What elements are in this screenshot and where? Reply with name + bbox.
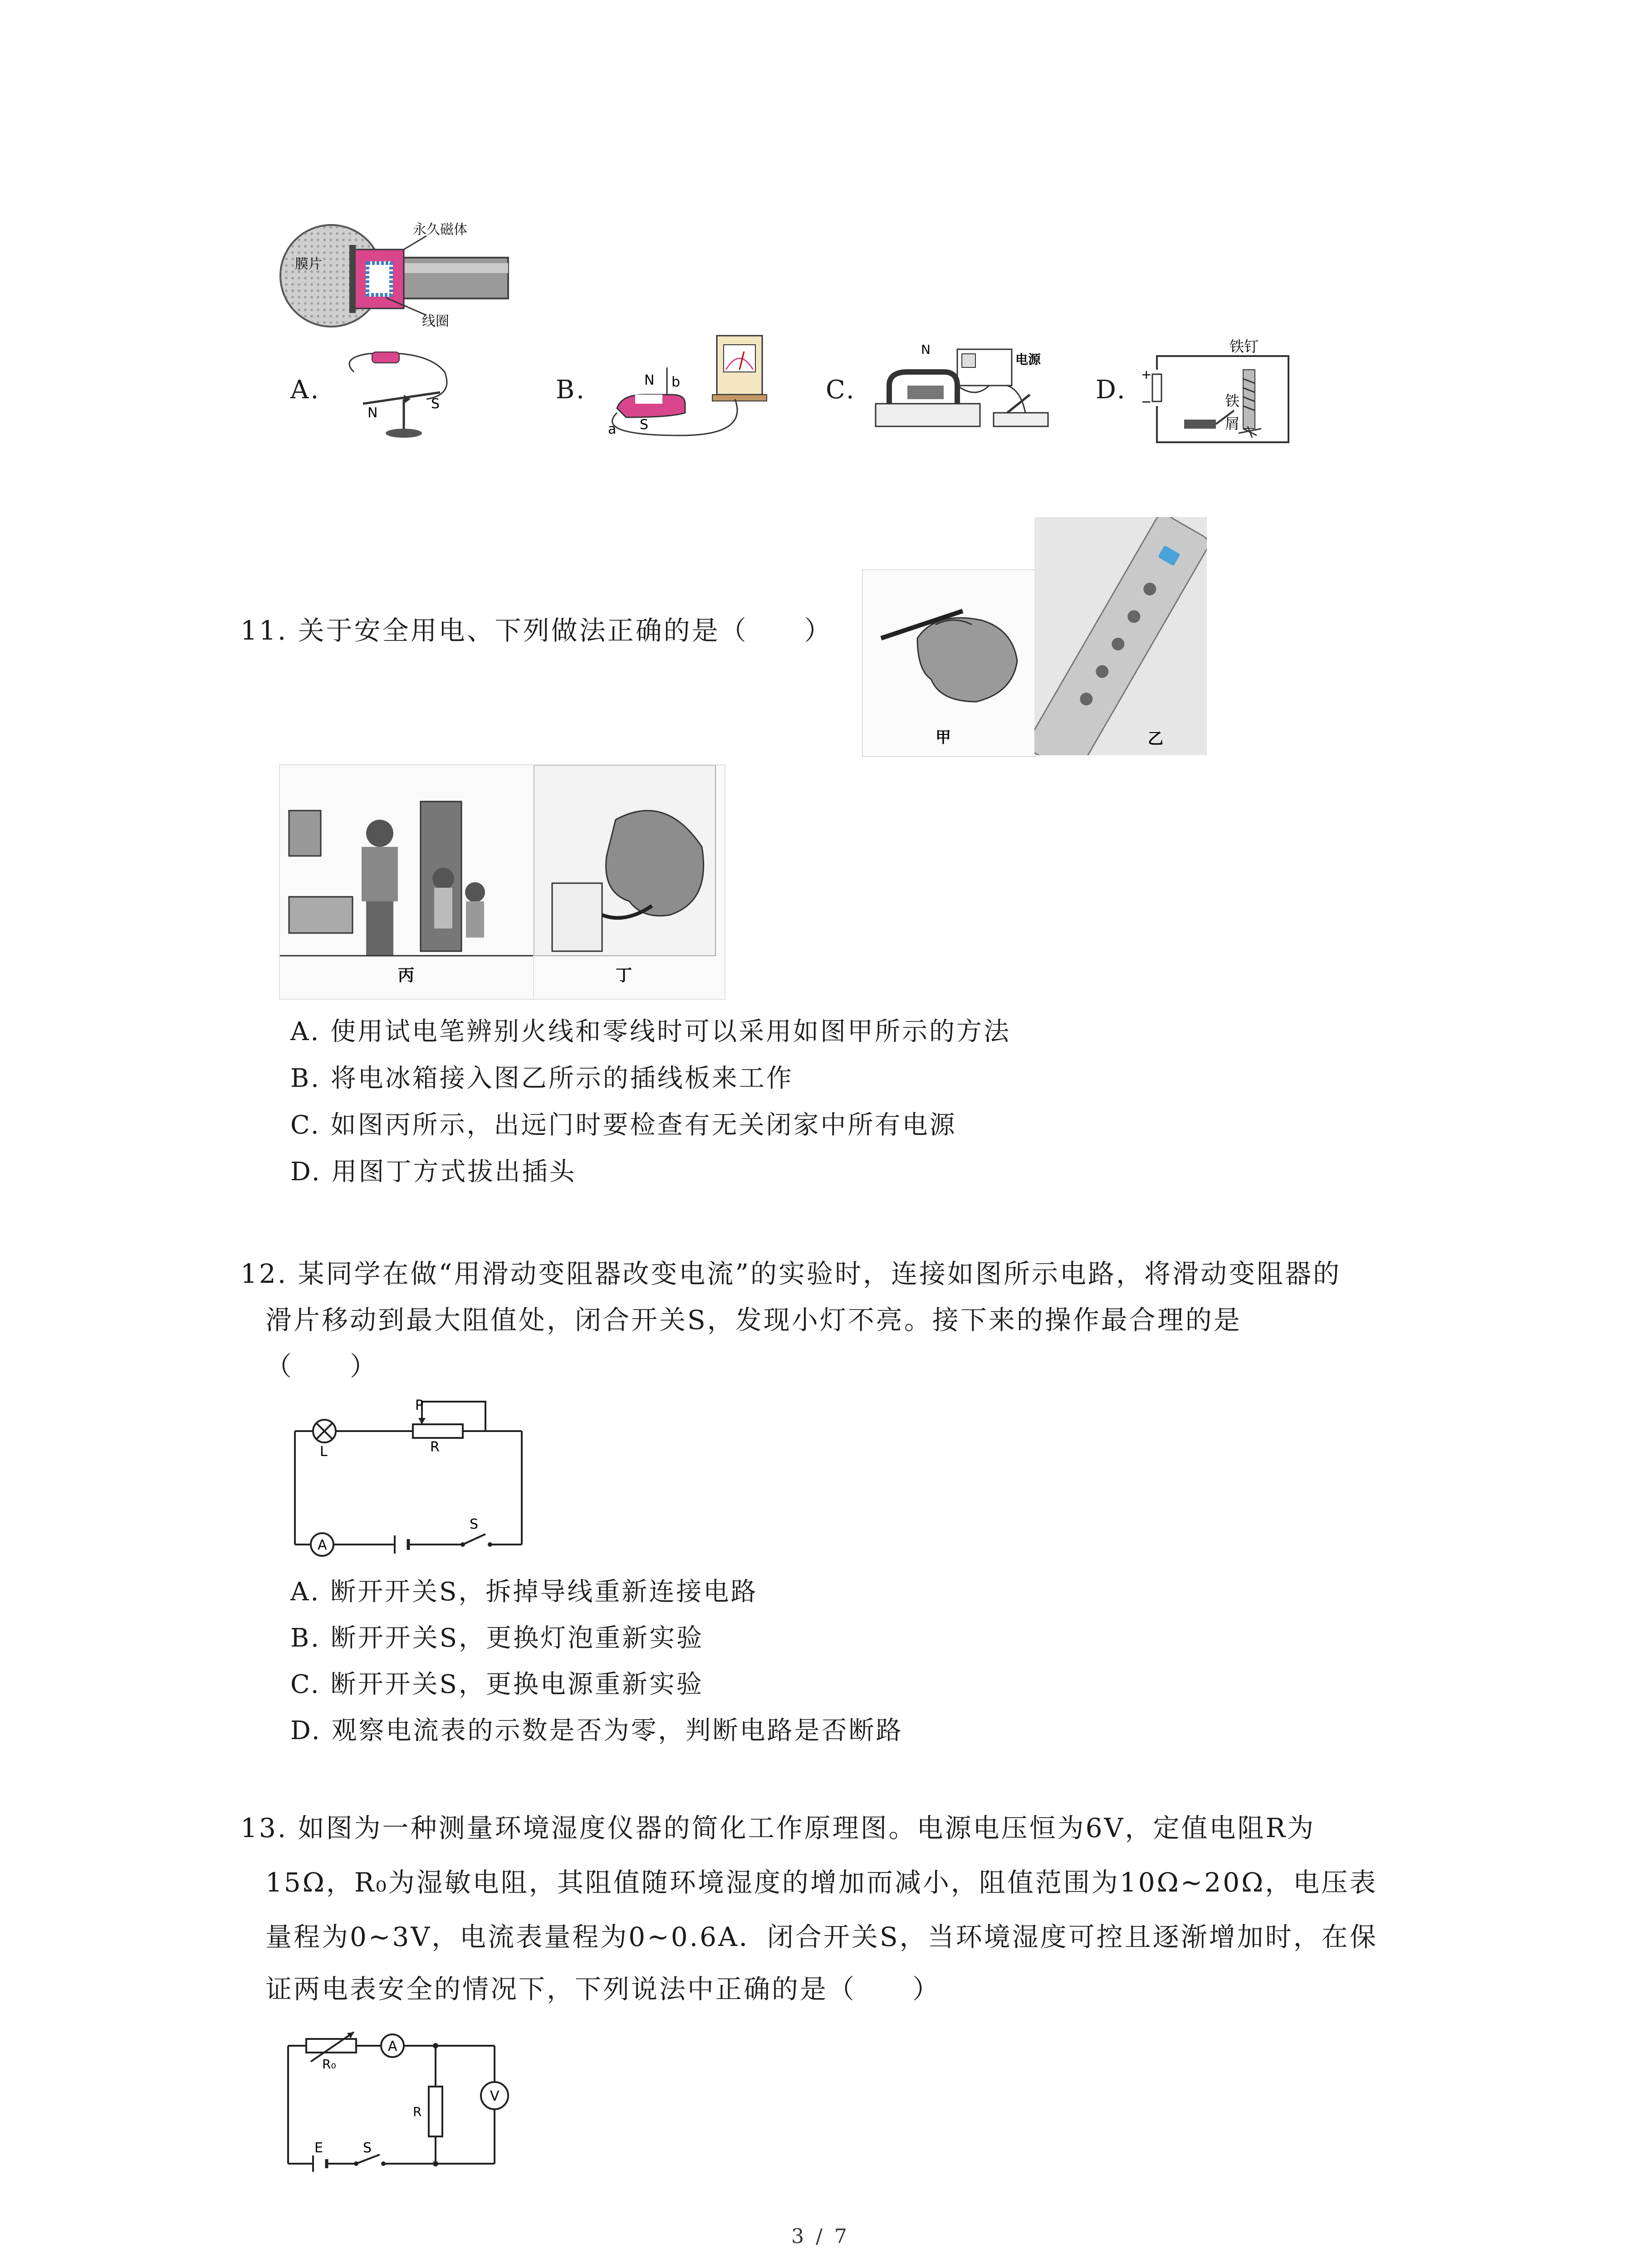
- q11-option-c[interactable]: C. 如图丙所示，出远门时要检查有无关闭家中所有电源: [290, 1110, 957, 1140]
- mic-label-coil: 线圈: [422, 313, 449, 329]
- q12-stem-line2: 滑片移动到最大阻值处，闭合开关S，发现小灯不亮。接下来的操作最合理的是: [265, 1305, 1242, 1335]
- option-d-filings1-label: 铁: [1225, 392, 1240, 410]
- q12-option-b[interactable]: B. 断开开关S，更换灯泡重新实验: [290, 1623, 704, 1653]
- q12-slider-label: P: [415, 1398, 424, 1413]
- q11-option-d[interactable]: D. 用图丁方式拔出插头: [290, 1157, 577, 1187]
- q10-option-a-letter[interactable]: A.: [290, 375, 321, 405]
- q11-figure-yi: [1034, 517, 1207, 755]
- q11-figure-bing: [279, 764, 535, 1000]
- q13-source-label: E: [314, 2140, 323, 2156]
- q13-stem-line1: 13. 如图为一种测量环境湿度仪器的简化工作原理图。电源电压恒为6V，定值电阻R为: [240, 1813, 1316, 1843]
- fig-label-ding: 丁: [616, 966, 632, 985]
- q10-option-b-figure: [599, 327, 771, 449]
- q13-circuit: [279, 2019, 533, 2182]
- fig-label-yi: 乙: [1148, 730, 1163, 748]
- option-b-n-label: N: [644, 372, 655, 388]
- q10-option-a-figure: [336, 345, 490, 445]
- q12-option-c[interactable]: C. 断开开关S，更换电源重新实验: [290, 1670, 704, 1699]
- option-d-nail-label: 铁钉: [1230, 338, 1259, 355]
- q10-option-c-letter[interactable]: C.: [826, 375, 856, 405]
- q10-option-b-letter[interactable]: B.: [556, 375, 586, 405]
- option-d-minus-label: −: [1141, 394, 1152, 409]
- option-b-a-label: a: [608, 421, 617, 437]
- q12-option-a[interactable]: A. 断开开关S，拆掉导线重新连接电路: [290, 1577, 758, 1607]
- q12-ammeter-symbol: A: [318, 1537, 327, 1553]
- q13-r0-label: R₀: [322, 2057, 336, 2072]
- q11-figure-jia: [862, 569, 1036, 757]
- q13-stem-line4: 证两电表安全的情况下，下列说法中正确的是（ ）: [265, 1974, 941, 2004]
- option-b-s-label: S: [640, 417, 649, 433]
- q12-circuit: [286, 1388, 531, 1560]
- q10-option-d-letter[interactable]: D.: [1096, 375, 1127, 405]
- q13-stem-line3: 量程为0~3V，电流表量程为0~0.6A．闭合开关S，当环境湿度可控且逐渐增加时，在保: [265, 1921, 1378, 1952]
- option-c-n-label: N: [921, 342, 931, 357]
- q11-figure-ding: [533, 764, 725, 1000]
- q11-option-a[interactable]: A. 使用试电笔辨别火线和零线时可以采用如图甲所示的方法: [290, 1017, 1011, 1046]
- q11-stem: 11. 关于安全用电、下列做法正确的是（ ）: [240, 615, 833, 646]
- q13-ammeter-symbol: A: [388, 2038, 397, 2054]
- option-a-n-label: N: [367, 405, 378, 421]
- q12-lamp-label: L: [320, 1444, 328, 1460]
- fig-label-jia: 甲: [936, 728, 951, 747]
- fig-label-bing: 丙: [398, 966, 415, 985]
- mic-label-diaphragm: 膜片: [295, 256, 322, 272]
- q13-voltmeter-symbol: V: [490, 2088, 500, 2104]
- q12-rheostat-label: R: [430, 1439, 440, 1455]
- q13-resistor-label: R: [413, 2104, 422, 2119]
- q12-stem-line1: 12. 某同学在做“用滑动变阻器改变电流”的实验时，连接如图所示电路，将滑动变阻器的: [240, 1258, 1341, 1289]
- q10-option-c-figure: [871, 336, 1062, 449]
- page-number: 3 / 7: [791, 2225, 850, 2248]
- q13-stem-line2: 15Ω，R₀为湿敏电阻，其阻值随环境湿度的增加而减小，阻值范围为10Ω~20Ω，电压表: [265, 1867, 1378, 1898]
- option-c-power-label: 电源: [1015, 352, 1041, 367]
- q11-option-b[interactable]: B. 将电冰箱接入图乙所示的插线板来工作: [290, 1064, 794, 1093]
- option-d-filings2-label: 屑: [1225, 415, 1240, 432]
- option-b-b-label: b: [671, 374, 681, 390]
- q12-stem-line3: （ ）: [265, 1351, 378, 1382]
- option-a-s-label: S: [431, 396, 440, 412]
- q10-option-d-figure: [1139, 338, 1302, 451]
- microphone-figure: [277, 218, 513, 336]
- q12-switch-label: S: [470, 1516, 479, 1532]
- q13-switch-label: S: [363, 2140, 372, 2156]
- q12-option-d[interactable]: D. 观察电流表的示数是否为零，判断电路是否断路: [290, 1716, 903, 1745]
- option-d-plus-label: +: [1141, 367, 1152, 382]
- mic-label-magnet: 永久磁体: [413, 222, 467, 238]
